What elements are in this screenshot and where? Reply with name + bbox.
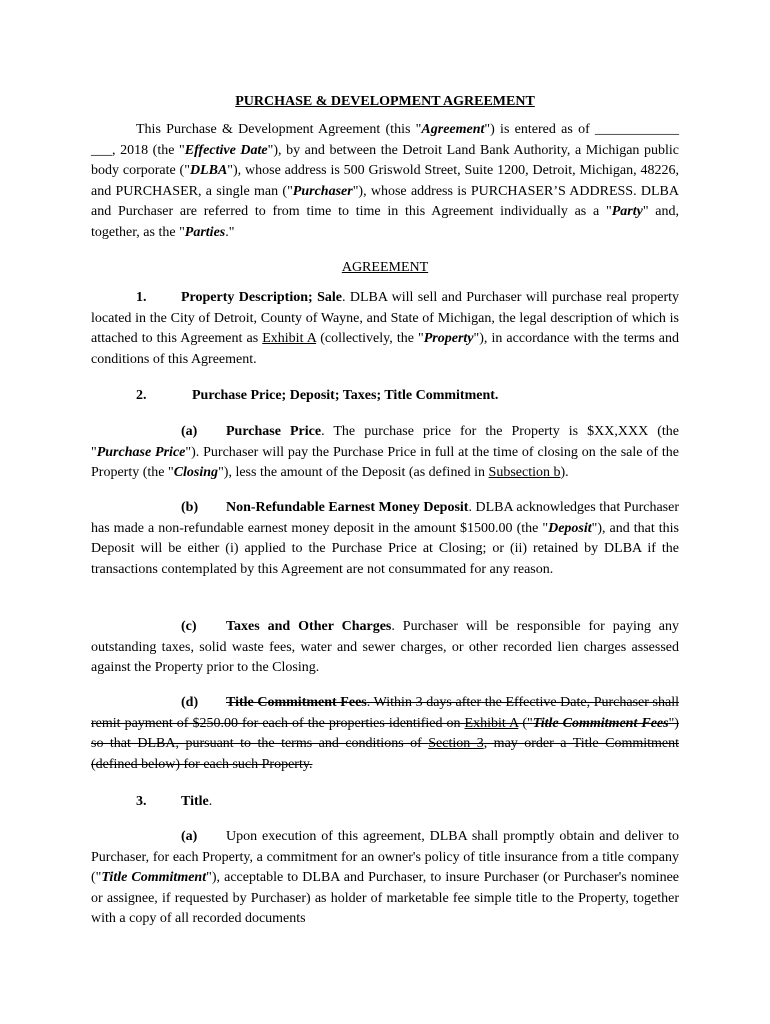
section-2d-text-4: , may order a Title Commitment (defined below) for each such Property. [91, 736, 679, 772]
term-title-commitment: Title Commitment [101, 870, 207, 886]
intro-text-3: "), by and between the Detroit Land Bank Authority, a Michigan public body corporate (" [91, 142, 680, 179]
intro-paragraph [91, 120, 679, 244]
section-1-text-3: "), in accordance with the terms and conditions of this Agreement. [91, 331, 679, 367]
agreement-heading: AGREEMENT [341, 260, 429, 275]
section-2 [91, 386, 679, 407]
section-1 [91, 288, 679, 370]
section-2c-heading: Taxes and Other Charges [226, 619, 392, 634]
term-purchase-price: Purchase Price [96, 444, 186, 460]
term-dlba: DLBA [189, 163, 228, 179]
intro-text-1: This Purchase & Development Agreement (this " [136, 122, 422, 137]
section-3-text-1: . [208, 794, 213, 809]
section-3a-text-2: "), acceptable to DLBA and Purchaser, to insure Purchaser (or Purchaser's nominee or assignee, if requested by Purchaser) as holder of marketable fee simple title to the Property, together with a copy of all recorded documents [91, 870, 679, 927]
section-2d-text-3: ") so that DLBA, pursuant to the terms and conditions of [91, 715, 679, 752]
term-agreement: Agreement [421, 122, 485, 137]
subsection-b-ref: Subsection b [488, 465, 561, 481]
section-2a-text-1: . The purchase price for the Property is $XX,XXX (the " [91, 424, 680, 460]
term-effective-date: Effective Date [184, 142, 268, 158]
section-2c-number: (c) [181, 619, 197, 634]
section-2b [91, 498, 679, 580]
section-2a [91, 422, 679, 484]
term-deposit: Deposit [548, 520, 592, 536]
section-3a-text-1: Upon execution of this agreement, DLBA shall promptly obtain and deliver to Purchaser, for each Property, a commitment for an owner's policy of title insurance from a title company (" [91, 829, 679, 886]
section-2d-text-2: (" [518, 715, 533, 731]
section-2b-text-2: "), and that this Deposit will be either (i) applied to the Purchase Price at Closing; or (ii) retained by DLBA if the transactions contemplated by this Agreement are not consummated for any reason. [91, 520, 680, 577]
section-1-text-2: (collectively, the " [316, 331, 424, 347]
section-3-number: 3. [136, 794, 147, 809]
section-2b-text-1: . DLBA acknowledges that Purchaser has made a non-refundable earnest money deposit in the amount $1500.00 (the " [91, 500, 680, 536]
intro-text-4: "), whose address is 500 Griswold Street, Suite 1200, Detroit, Michigan, 48226, and PURCHASER, a single man (" [91, 163, 679, 199]
term-closing: Closing [173, 465, 219, 481]
intro-text-7: ." [225, 224, 235, 240]
document-title: PURCHASE & DEVELOPMENT AGREEMENT [235, 94, 535, 109]
section-2d-number: (d) [181, 695, 199, 710]
intro-text-6: " and, together, as the " [91, 204, 679, 240]
section-2b-heading: Non-Refundable Earnest Money Deposit [226, 500, 469, 515]
intro-text-5: "), whose address is PURCHASER’S ADDRESS. DLBA and Purchaser are referred to from time to time in this Agreement individually as a " [91, 183, 679, 220]
section-2d-exhibit-ref: Exhibit A [464, 715, 519, 731]
section-2b-number: (b) [181, 500, 199, 515]
intro-text-2: ") is entered as of ____________ ___, 2018 (the " [91, 122, 680, 158]
term-parties: Parties [184, 224, 226, 240]
section-2a-heading: Purchase Price [226, 424, 322, 439]
section-2d-heading: Title Commitment Fees [226, 695, 367, 710]
term-title-commitment-fees: Title Commitment Fees [532, 715, 669, 731]
section-2a-text-4: ). [560, 465, 569, 481]
section-3a [91, 827, 679, 930]
section-1-heading: Property Description; Sale [181, 290, 342, 305]
section-1-exhibit-ref: Exhibit A [262, 331, 317, 347]
term-purchaser: Purchaser [292, 183, 353, 199]
section-3a-number: (a) [181, 829, 198, 844]
section-2a-text-2: "). Purchaser will pay the Purchase Price in full at the time of closing on the sale of the Property (the " [91, 444, 679, 481]
section-1-number: 1. [136, 290, 147, 305]
section-3-ref: Section 3 [428, 736, 484, 752]
section-2d-struck [91, 693, 679, 775]
section-2-number: 2. [136, 388, 147, 403]
section-2a-text-3: "), less the amount of the Deposit (as defined in [218, 465, 489, 481]
section-2c-text-1: . Purchaser will be responsible for paying any outstanding taxes, solid waste fees, water and sewer charges, or other recorded lien charges assessed against the Property prior to the Closing. [91, 619, 679, 676]
term-party: Party [611, 204, 643, 220]
section-2a-number: (a) [181, 424, 198, 439]
section-2-heading: Purchase Price; Deposit; Taxes; Title Commitment. [192, 388, 499, 403]
section-2c [91, 617, 679, 679]
section-3 [91, 792, 679, 813]
section-3-heading: Title [181, 794, 209, 809]
section-2d-text-1: . Within 3 days after the Effective Date, Purchaser shall remit payment of $250.00 for each of the properties identified on [91, 695, 680, 731]
term-property: Property [423, 331, 474, 347]
section-1-text-1: . DLBA will sell and Purchaser will purchase real property located in the City of Detroit, County of Wayne, and State of Michigan, the legal description of which is attached to this Agreement as [91, 290, 679, 347]
